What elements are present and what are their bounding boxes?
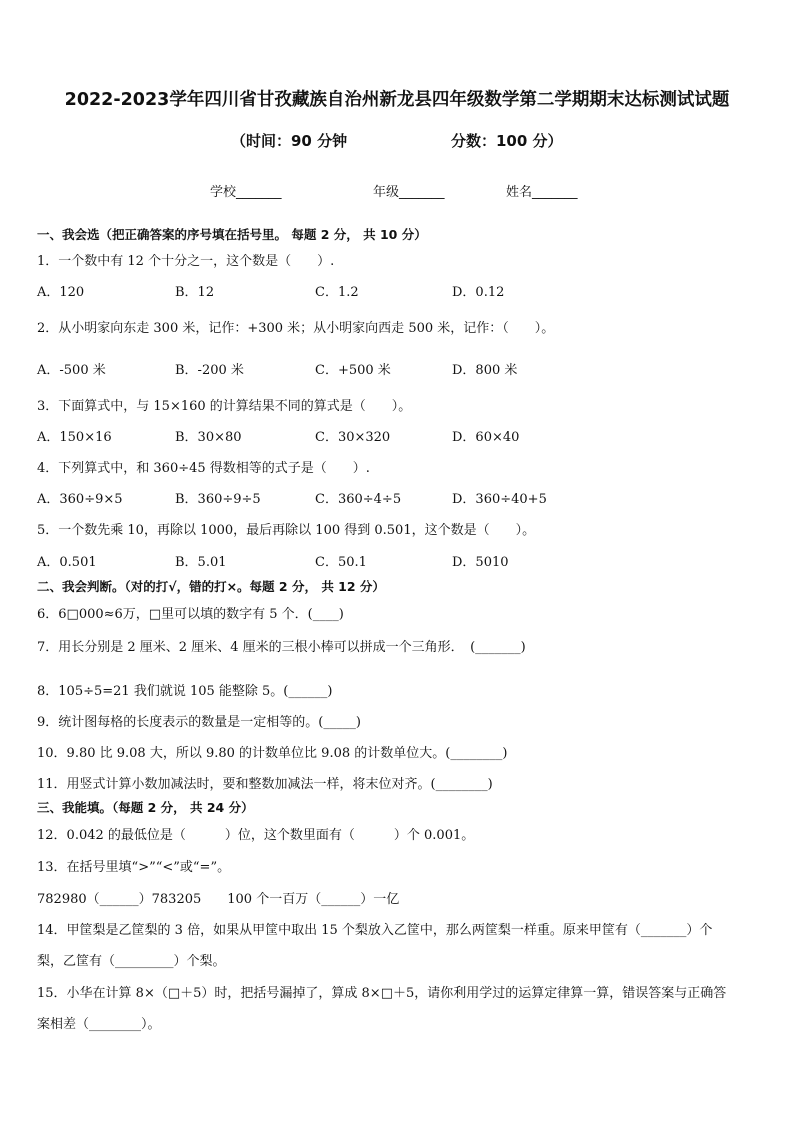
question-13-items: 782980（______）783205 100 个一百万（______）一亿 [37,892,400,907]
question-15: 15．小华在计算 8×（□＋5）时，把括号漏掉了，算成 8×□＋5，请你利用学过的运算定律算一算，错误答案与正确答 [37,986,727,1001]
exam-score: 分数：100 分） [451,132,563,150]
question-13: 13．在括号里填“>”“<”或“=”。 [37,860,231,875]
section-2-heading: 二、我会判断。（对的打√，错的打×。每题 2 分， 共 12 分） [37,579,385,594]
question-1: 1．一个数中有 12 个十分之一，这个数是（ ）. [37,254,335,269]
option-b[interactable]: B．5.01 [175,555,227,570]
option-d[interactable]: D．60×40 [452,430,520,445]
question-2: 2．从小明家向东走 300 米，记作：+300 米；从小明家向西走 500 米，记作：（ ）。 [37,321,555,336]
option-b[interactable]: B．30×80 [175,430,242,445]
option-d[interactable]: D．360÷40+5 [452,492,547,507]
question-7: 7．用长分别是 2 厘米、2 厘米、4 厘米的三根小棒可以拼成一个三角形． (_______) [37,640,526,655]
option-c[interactable]: C．50.1 [315,555,367,570]
section-3-heading: 三、我能填。（每题 2 分， 共 24 分） [37,800,254,815]
exam-time: （时间：90 分钟 [231,132,348,150]
option-a[interactable]: A．150×16 [37,430,112,445]
question-12: 12．0.042 的最低位是（ ）位，这个数里面有（ ）个 0.001。 [37,828,475,843]
question-11: 11．用竖式计算小数加减法时，要和整数加减法一样，将末位对齐。(________) [37,777,493,792]
school-field[interactable]: 学校_______ [210,185,282,200]
question-8: 8．105÷5=21 我们就说 105 能整除 5。(______) [37,684,333,699]
option-a[interactable]: A．120 [37,285,85,300]
section-1-heading: 一、我会选（把正确答案的序号填在括号里。 每题 2 分， 共 10 分） [37,227,427,242]
option-b[interactable]: B．-200 米 [175,363,244,378]
option-c[interactable]: C．30×320 [315,430,391,445]
question-10: 10．9.80 比 9.08 大，所以 9.80 的计数单位比 9.08 的计数单位大。(________) [37,746,508,761]
question-4: 4．下列算式中，和 360÷45 得数相等的式子是（ ）. [37,461,370,476]
option-c[interactable]: C．+500 米 [315,363,391,378]
option-d[interactable]: D．0.12 [452,285,505,300]
option-c[interactable]: C．360÷4÷5 [315,492,402,507]
name-field[interactable]: 姓名_______ [506,185,578,200]
question-3-options [37,426,757,444]
exam-title: 2022-2023学年四川省甘孜藏族自治州新龙县四年级数学第二学期期末达标测试试题 [64,90,730,110]
option-b[interactable]: B．12 [175,285,215,300]
question-3: 3．下面算式中，与 15×160 的计算结果不同的算式是（ ）。 [37,399,412,414]
option-a[interactable]: A．0.501 [37,555,97,570]
option-d[interactable]: D．5010 [452,555,509,570]
option-c[interactable]: C．1.2 [315,285,359,300]
option-a[interactable]: A．360÷9×5 [37,492,123,507]
question-9: 9．统计图每格的长度表示的数量是一定相等的。(_____) [37,715,361,730]
question-2-options [37,359,757,377]
option-a[interactable]: A．-500 米 [37,363,106,378]
question-6: 6．6□000≈6万，□里可以填的数字有 5 个．(____) [37,607,344,622]
question-14: 14．甲筐梨是乙筐梨的 3 倍，如果从甲筐中取出 15 个梨放入乙筐中，那么两筐梨一样重。原来甲筐有（_______）个 [37,923,713,938]
question-1-options [37,281,757,299]
question-5: 5．一个数先乘 10，再除以 1000，最后再除以 100 得到 0.501，这个数是（ ）。 [37,523,536,538]
option-b[interactable]: B．360÷9÷5 [175,492,261,507]
question-5-options [37,551,757,569]
question-14-cont: 梨，乙筐有（_________）个梨。 [37,954,226,969]
option-d[interactable]: D．800 米 [452,363,518,378]
question-4-options [37,488,757,506]
question-15-cont: 案相差（________）。 [37,1017,161,1032]
grade-field[interactable]: 年级_______ [373,185,445,200]
